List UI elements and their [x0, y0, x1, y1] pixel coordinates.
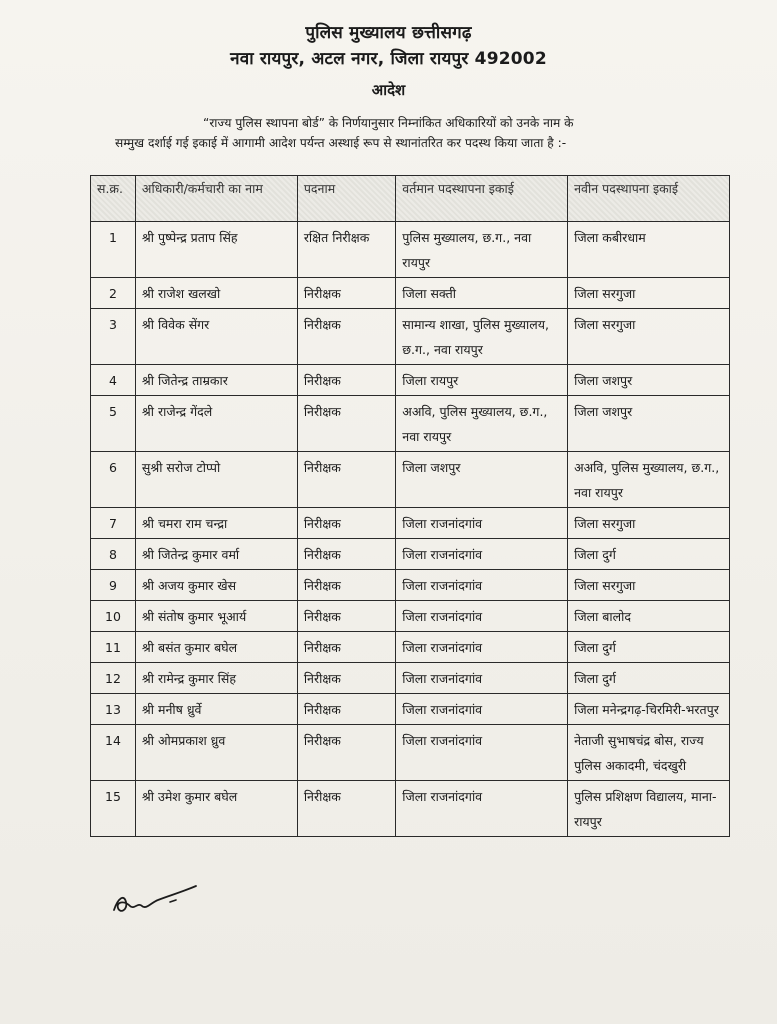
- table-row: [91, 365, 730, 396]
- cell-new-unit: जिला मनेन्द्रगढ़-चिरमिरी-भरतपुर: [568, 694, 730, 725]
- office-address: नवा रायपुर, अटल नगर, जिला रायपुर 492002: [230, 49, 547, 69]
- cell-officer-name: श्री रामेन्द्र कुमार सिंह: [135, 663, 297, 694]
- cell-officer-name: श्री ओमप्रकाश ध्रुव: [135, 725, 297, 781]
- cell-new-unit: जिला दुर्ग: [568, 663, 730, 694]
- cell-designation: निरीक्षक: [297, 632, 395, 663]
- cell-officer-name: श्री संतोष कुमार भूआर्य: [135, 601, 297, 632]
- cell-current-unit: जिला राजनांदगांव: [396, 781, 568, 837]
- cell-officer-name: श्री राजेन्द्र गेंदले: [135, 396, 297, 452]
- table-row: [91, 396, 730, 452]
- cell-new-unit: जिला बालोद: [568, 601, 730, 632]
- column-header-name: अधिकारी/कर्मचारी का नाम: [135, 176, 297, 222]
- cell-designation: निरीक्षक: [297, 570, 395, 601]
- cell-serial: 12: [91, 663, 136, 694]
- table-row: [91, 632, 730, 663]
- cell-current-unit: जिला रायपुर: [396, 365, 568, 396]
- cell-current-unit: जिला राजनांदगांव: [396, 570, 568, 601]
- cell-current-unit: जिला सक्ती: [396, 278, 568, 309]
- order-title: आदेश: [371, 81, 406, 99]
- signature-stroke: [114, 886, 196, 911]
- table-row: [91, 725, 730, 781]
- cell-new-unit: अअवि, पुलिस मुख्यालय, छ.ग., नवा रायपुर: [568, 452, 730, 508]
- cell-new-unit: जिला सरगुजा: [568, 278, 730, 309]
- cell-designation: निरीक्षक: [297, 396, 395, 452]
- cell-serial: 13: [91, 694, 136, 725]
- transfer-table: [90, 175, 730, 837]
- cell-new-unit: जिला दुर्ग: [568, 539, 730, 570]
- cell-designation: निरीक्षक: [297, 725, 395, 781]
- cell-serial: 2: [91, 278, 136, 309]
- cell-officer-name: श्री जितेन्द्र कुमार वर्मा: [135, 539, 297, 570]
- cell-serial: 6: [91, 452, 136, 508]
- cell-current-unit: सामान्य शाखा, पुलिस मुख्यालय, छ.ग., नवा रायपुर: [396, 309, 568, 365]
- cell-new-unit: पुलिस प्रशिक्षण विद्यालय, माना-रायपुर: [568, 781, 730, 837]
- column-header-designation: पदनाम: [297, 176, 395, 222]
- table-row: [91, 601, 730, 632]
- cell-designation: निरीक्षक: [297, 309, 395, 365]
- cell-current-unit: जिला राजनांदगांव: [396, 601, 568, 632]
- cell-officer-name: श्री चमरा राम चन्द्रा: [135, 508, 297, 539]
- cell-current-unit: पुलिस मुख्यालय, छ.ग., नवा रायपुर: [396, 222, 568, 278]
- table-row: [91, 663, 730, 694]
- intro-line-1: “राज्य पुलिस स्थापना बोर्ड” के निर्णयानुसार निम्नांकित अधिकारियों को उनके नाम के: [203, 116, 574, 130]
- cell-serial: 14: [91, 725, 136, 781]
- cell-serial: 4: [91, 365, 136, 396]
- cell-officer-name: श्री बसंत कुमार बघेल: [135, 632, 297, 663]
- cell-designation: निरीक्षक: [297, 452, 395, 508]
- table-body: [91, 222, 730, 837]
- table-row: [91, 508, 730, 539]
- cell-current-unit: जिला राजनांदगांव: [396, 632, 568, 663]
- cell-designation: निरीक्षक: [297, 663, 395, 694]
- cell-serial: 11: [91, 632, 136, 663]
- cell-officer-name: श्री राजेश खलखो: [135, 278, 297, 309]
- cell-new-unit: जिला दुर्ग: [568, 632, 730, 663]
- column-header-serial: स.क्र.: [91, 176, 136, 222]
- table-row: [91, 694, 730, 725]
- table-row: [91, 539, 730, 570]
- handwritten-signature: [110, 880, 210, 920]
- cell-serial: 7: [91, 508, 136, 539]
- cell-officer-name: श्री विवेक सेंगर: [135, 309, 297, 365]
- cell-serial: 1: [91, 222, 136, 278]
- table-header-row: [91, 176, 730, 222]
- cell-officer-name: सुश्री सरोज टोप्पो: [135, 452, 297, 508]
- cell-new-unit: जिला कबीरधाम: [568, 222, 730, 278]
- table-row: [91, 570, 730, 601]
- cell-current-unit: जिला राजनांदगांव: [396, 539, 568, 570]
- cell-new-unit: जिला जशपुर: [568, 396, 730, 452]
- cell-current-unit: अअवि, पुलिस मुख्यालय, छ.ग., नवा रायपुर: [396, 396, 568, 452]
- cell-serial: 10: [91, 601, 136, 632]
- cell-designation: निरीक्षक: [297, 508, 395, 539]
- cell-current-unit: जिला राजनांदगांव: [396, 663, 568, 694]
- cell-officer-name: श्री जितेन्द्र ताम्रकार: [135, 365, 297, 396]
- table-row: [91, 309, 730, 365]
- cell-serial: 5: [91, 396, 136, 452]
- cell-designation: निरीक्षक: [297, 781, 395, 837]
- column-header-new-unit: नवीन पदस्थापना इकाई: [568, 176, 730, 222]
- cell-designation: निरीक्षक: [297, 601, 395, 632]
- cell-officer-name: श्री अजय कुमार खेस: [135, 570, 297, 601]
- cell-designation: रक्षित निरीक्षक: [297, 222, 395, 278]
- cell-current-unit: जिला जशपुर: [396, 452, 568, 508]
- cell-new-unit: जिला जशपुर: [568, 365, 730, 396]
- order-intro: [115, 113, 727, 153]
- cell-new-unit: जिला सरगुजा: [568, 309, 730, 365]
- cell-serial: 15: [91, 781, 136, 837]
- cell-serial: 3: [91, 309, 136, 365]
- cell-designation: निरीक्षक: [297, 539, 395, 570]
- intro-line-2: सम्मुख दर्शाई गई इकाई में आगामी आदेश पर्यन्त अस्थाई रूप से स्थानांतरित कर पदस्थ किया जाता है :-: [115, 136, 567, 150]
- cell-serial: 9: [91, 570, 136, 601]
- cell-designation: निरीक्षक: [297, 694, 395, 725]
- cell-new-unit: जिला सरगुजा: [568, 508, 730, 539]
- table-row: [91, 278, 730, 309]
- cell-current-unit: जिला राजनांदगांव: [396, 725, 568, 781]
- cell-new-unit: जिला सरगुजा: [568, 570, 730, 601]
- signature-dash: [170, 900, 176, 902]
- cell-designation: निरीक्षक: [297, 365, 395, 396]
- table-row: [91, 781, 730, 837]
- cell-officer-name: श्री मनीष ध्रुर्वे: [135, 694, 297, 725]
- cell-designation: निरीक्षक: [297, 278, 395, 309]
- cell-officer-name: श्री उमेश कुमार बघेल: [135, 781, 297, 837]
- table-row: [91, 452, 730, 508]
- office-name: पुलिस मुख्यालय छत्तीसगढ़: [305, 23, 472, 43]
- cell-current-unit: जिला राजनांदगांव: [396, 694, 568, 725]
- cell-new-unit: नेताजी सुभाषचंद्र बोस, राज्य पुलिस अकादमी, चंदखुरी: [568, 725, 730, 781]
- cell-current-unit: जिला राजनांदगांव: [396, 508, 568, 539]
- cell-serial: 8: [91, 539, 136, 570]
- cell-officer-name: श्री पुष्पेन्द्र प्रताप सिंह: [135, 222, 297, 278]
- column-header-current-unit: वर्तमान पदस्थापना इकाई: [396, 176, 568, 222]
- table-row: [91, 222, 730, 278]
